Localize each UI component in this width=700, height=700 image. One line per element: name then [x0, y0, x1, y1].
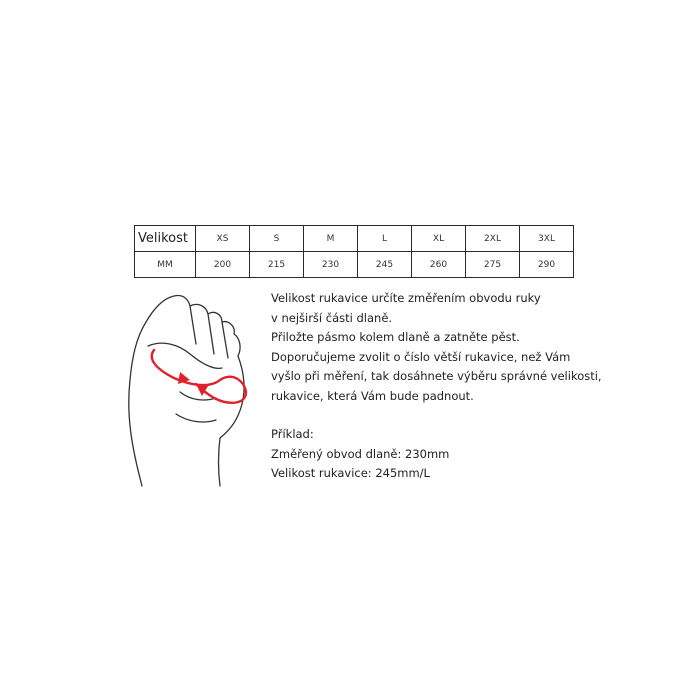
measuring-tape-loop: [152, 350, 246, 403]
size-m: M: [304, 226, 358, 252]
size-3xl: 3XL: [520, 226, 574, 252]
size-header-row: [135, 226, 574, 252]
example-title: Příklad:: [271, 427, 314, 441]
size-xs: XS: [196, 226, 250, 252]
example-line-1: Změřený obvod dlaně: 230mm: [271, 446, 450, 461]
size-2xl: 2XL: [466, 226, 520, 252]
measurement-row: [135, 252, 574, 278]
size-header-label: Velikost: [135, 226, 196, 252]
fist-thumb: [148, 343, 222, 368]
measurement-xl: 260: [412, 252, 466, 278]
measurement-xs: 200: [196, 252, 250, 278]
size-xl: XL: [412, 226, 466, 252]
measurement-s: 215: [250, 252, 304, 278]
clenched-fist-measuring-icon: [118, 288, 258, 488]
fist-outline: [129, 295, 190, 486]
instruction-line-4: Doporučujeme zvolit o číslo větší rukavice, než Vám: [271, 349, 571, 364]
measurement-3xl: 290: [520, 252, 574, 278]
sizing-instructions: [271, 289, 691, 484]
instruction-line-1: Velikost rukavice určíte změřením obvodu ruky: [271, 291, 541, 305]
measurement-2xl: 275: [466, 252, 520, 278]
size-l: L: [358, 226, 412, 252]
instruction-line-5: vyšlo při měření, tak dosáhnete výběru správné velikosti,: [271, 369, 602, 383]
size-s: S: [250, 226, 304, 252]
size-chart-table: [134, 225, 574, 278]
measurement-l: 245: [358, 252, 412, 278]
measurement-m: 230: [304, 252, 358, 278]
instruction-line-3: Přiložte pásmo kolem dlaně a zatněte pěst.: [271, 330, 520, 344]
instruction-line-2: v nejširší části dlaně.: [271, 310, 393, 325]
fist-right-edge: [219, 356, 245, 486]
paragraph-spacer: [271, 406, 691, 425]
fist-knuckles: [190, 304, 240, 356]
example-line-2: Velikost rukavice: 245mm/L: [271, 466, 430, 480]
instruction-line-6: rukavice, která Vám bude padnout.: [271, 388, 474, 403]
unit-label: MM: [135, 252, 196, 278]
